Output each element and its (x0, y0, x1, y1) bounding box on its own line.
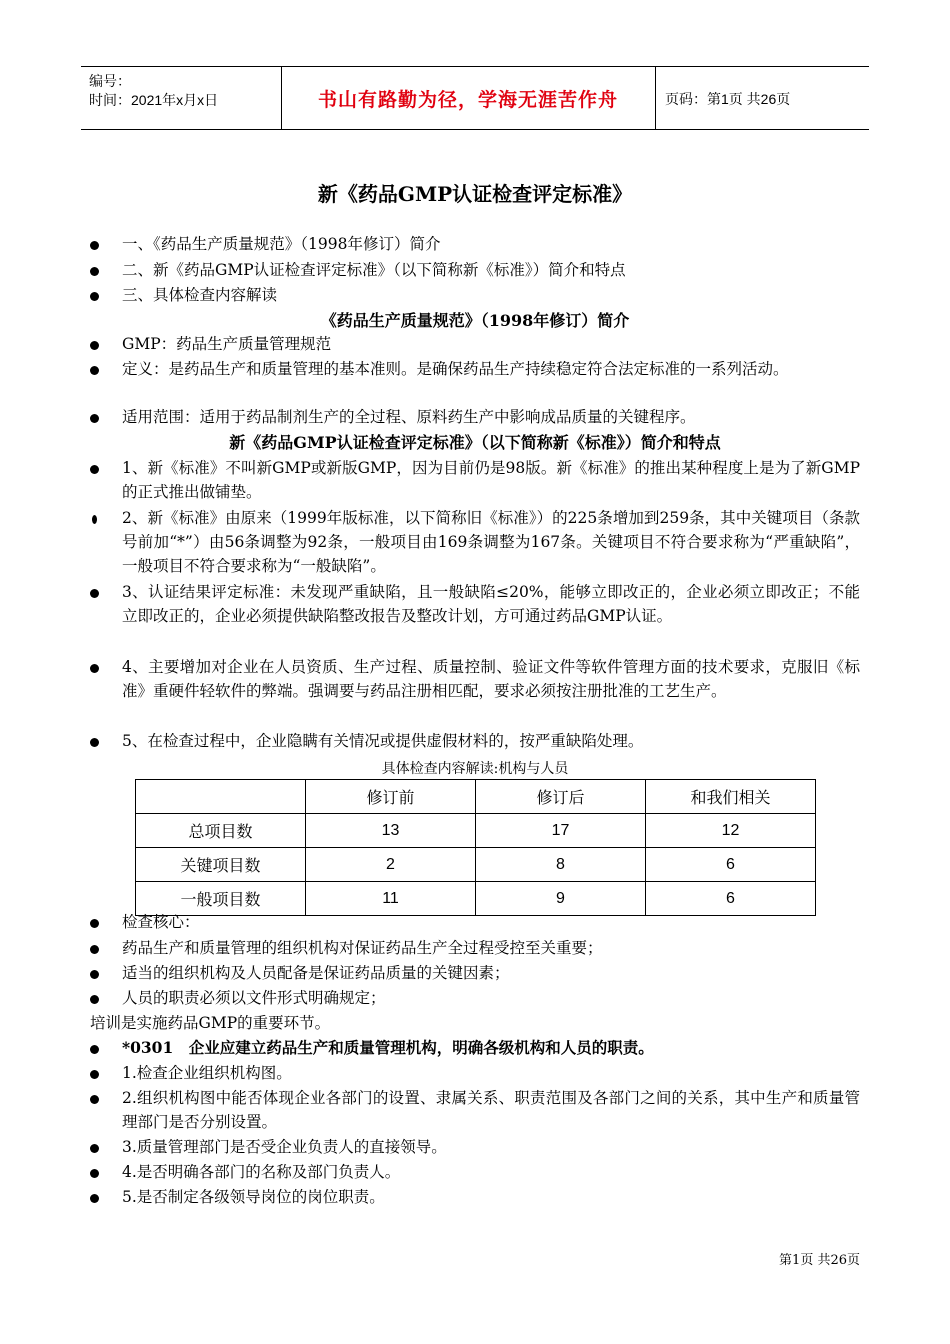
bullet-icon (90, 341, 99, 350)
table-caption: 具体检查内容解读:机构与人员 (381, 761, 569, 777)
table-header-row (136, 780, 816, 814)
list-item: 4.是否明确各部门的名称及部门负责人。 (90, 1160, 860, 1184)
section-heading: 新《药品GMP认证检查评定标准》（以下简称新《标准》）简介和特点 (229, 433, 721, 452)
list-item: 药品生产和质量管理的组织机构对保证药品生产全过程受控至关重要； (90, 936, 860, 960)
bullet-icon (90, 1095, 99, 1104)
page-footer: 第1页 共26页 (779, 1253, 860, 1268)
list-item: 3、认证结果评定标准：未发现严重缺陷，且一般缺陷≤20%，能够立即改正的，企业必须立即改正；不能立即改正的，企业必须提供缺陷整改报告及整改计划，方可通过药品GMP认证。 (90, 580, 860, 628)
list-item: 人员的职责必须以文件形式明确规定； (90, 986, 860, 1010)
table-cell: 11 (306, 882, 476, 916)
header-page-info: 页码：第1页 共26页 (665, 91, 791, 107)
outline-item: 一、《药品生产质量规范》（1998年修订）简介 (90, 232, 860, 256)
table-row-label: 关键项目数 (136, 848, 306, 882)
bullet-icon (90, 1045, 99, 1054)
bullet-icon (90, 414, 99, 423)
comparison-table (135, 779, 816, 916)
number-label: 编号： (89, 73, 131, 89)
outline-item: 三、具体检查内容解读 (90, 283, 860, 307)
table-cell: 9 (476, 882, 646, 916)
bullet-icon (92, 515, 97, 524)
list-item: 适用范围：适用于药品制剂生产的全过程、原料药生产中影响成品质量的关键程序。 (90, 405, 860, 429)
list-item: 3.质量管理部门是否受企业负责人的直接领导。 (90, 1135, 860, 1159)
list-item: GMP：药品生产质量管理规范 (90, 332, 860, 356)
bullet-icon (90, 292, 99, 301)
section-heading: 《药品生产质量规范》（1998年修订）简介 (320, 311, 630, 330)
table-cell: 8 (476, 848, 646, 882)
bullet-icon (90, 465, 99, 474)
list-item: 2.组织机构图中能否体现企业各部门的设置、隶属关系、职责范围及各部门之间的关系，其中生产和质量管理部门是否分别设置。 (90, 1086, 860, 1134)
list-item: 5、在检查过程中，企业隐瞒有关情况或提供虚假材料的，按严重缺陷处理。 (90, 729, 860, 753)
header-meta (89, 72, 218, 110)
table-header-cell: 修订后 (476, 780, 646, 814)
outline-item: 二、新《药品GMP认证检查评定标准》（以下简称新《标准》）简介和特点 (90, 258, 860, 282)
bullet-icon (90, 1169, 99, 1178)
time-label: 时间：2021年x月x日 (89, 92, 219, 108)
table-row-label: 总项目数 (136, 814, 306, 848)
table-cell (136, 780, 306, 814)
list-item: 5.是否制定各级领导岗位的岗位职责。 (90, 1185, 860, 1209)
table-cell: 13 (306, 814, 476, 848)
table-row (136, 848, 816, 882)
header-motto: 书山有路勤为径，学海无涯苦作舟 (317, 90, 618, 111)
page-header (81, 66, 869, 130)
table-cell: 6 (646, 848, 816, 882)
table-cell: 2 (306, 848, 476, 882)
bullet-icon (90, 919, 99, 928)
table-header-cell: 修订前 (306, 780, 476, 814)
bullet-icon (90, 366, 99, 375)
bullet-icon (90, 995, 99, 1004)
list-item: 2、新《标准》由原来（1999年版标准，以下简称旧《标准》）的225条增加到259条，其中关键项目（条款号前加“*”）由56条调整为92条，一般项目由169条调整为167条。关键项目不符合要求称为“严重缺陷”，一般项目不符合要求称为“一般缺陷”。 (90, 506, 860, 578)
bullet-icon (90, 970, 99, 979)
clause-heading: *0301 企业应建立药品生产和质量管理机构，明确各级机构和人员的职责。 (90, 1036, 860, 1060)
table-cell: 12 (646, 814, 816, 848)
bullet-icon (90, 738, 99, 747)
bullet-icon (90, 1070, 99, 1079)
bullet-icon (90, 945, 99, 954)
list-item: 1.检查企业组织机构图。 (90, 1061, 860, 1085)
bullet-icon (90, 267, 99, 276)
list-item: 适当的组织机构及人员配备是保证药品质量的关键因素； (90, 961, 860, 985)
table-cell: 6 (646, 882, 816, 916)
document-title: 新《药品GMP认证检查评定标准》 (317, 182, 633, 206)
list-item: 4、主要增加对企业在人员资质、生产过程、质量控制、验证文件等软件管理方面的技术要求，克服旧《标准》重硬件轻软件的弊端。强调要与药品注册相匹配，要求必须按注册批准的工艺生产。 (90, 655, 860, 703)
table-header-cell: 和我们相关 (646, 780, 816, 814)
training-note: 培训是实施药品GMP的重要环节。 (90, 1014, 331, 1032)
bullet-icon (90, 241, 99, 250)
table-row-label: 一般项目数 (136, 882, 306, 916)
header-divider (655, 67, 656, 129)
bullet-icon (90, 1194, 99, 1203)
list-item: 定义：是药品生产和质量管理的基本准则。是确保药品生产持续稳定符合法定标准的一系列活动。 (90, 357, 860, 381)
bullet-icon (90, 664, 99, 673)
table-cell: 17 (476, 814, 646, 848)
table-row (136, 814, 816, 848)
bullet-icon (90, 1144, 99, 1153)
list-item: 检查核心： (90, 910, 860, 934)
list-item: 1、新《标准》不叫新GMP或新版GMP，因为目前仍是98版。新《标准》的推出某种程度上是为了新GMP的正式推出做铺垫。 (90, 456, 860, 504)
bullet-icon (90, 589, 99, 598)
